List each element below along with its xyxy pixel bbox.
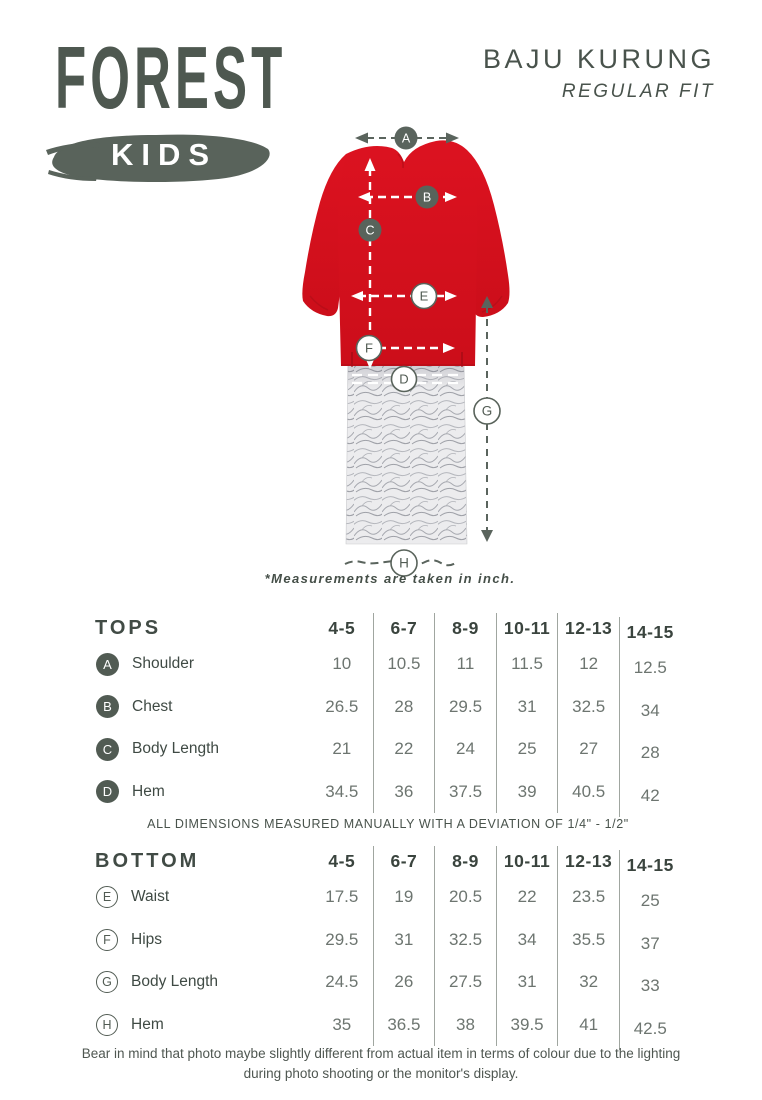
size-value: 35 [332,1014,352,1034]
measure-row-label-cell [95,929,311,951]
size-column-header: 14-15 [619,617,681,647]
size-value: 12.5 [619,647,681,690]
size-value: 24.5 [325,972,359,992]
size-column-header: 12-13 [557,613,619,643]
size-value: 10.5 [373,643,435,686]
bottom_table-title: BOTTOM [95,849,200,872]
marker-C-label: C [365,223,375,238]
colour-disclaimer-line1: Bear in mind that photo maybe slightly different from actual item in terms of colour due to the lighting [81,1046,681,1061]
size-value: 11 [434,643,496,686]
size-value: 33 [619,965,681,1008]
product-fit: REGULAR FIT [561,81,715,102]
size-value: 29.5 [434,686,496,729]
colour-disclaimer [0,1044,762,1085]
product-title-block [483,44,715,103]
size-value: 31 [373,919,435,962]
garment-measurement-diagram [270,110,530,580]
measure-label: Hem [131,1015,164,1033]
size-value: 29.5 [325,929,359,949]
size-value: 31 [496,961,558,1004]
marker-badge-A: A [96,653,119,676]
size-value: 17.5 [325,887,359,907]
size-value: 23.5 [557,876,619,919]
size-value: 22 [496,876,558,919]
size-value: 34 [496,919,558,962]
tops_table-header-row [95,613,681,643]
marker-badge-B: B [96,695,119,718]
marker-A-label: A [401,131,411,146]
size-value: 26.5 [325,696,359,716]
size-column-header: 4-5 [328,850,356,871]
size-value: 22 [373,728,435,771]
size-value: 37.5 [434,771,496,814]
marker-H-label: H [399,555,409,571]
size-value: 36 [373,771,435,814]
bottom-size-table [95,846,681,1046]
measure-row-label-cell [95,738,311,761]
marker-badge-E: E [96,886,118,908]
colour-disclaimer-line2: during photo shooting or the monitor's display. [243,1066,519,1082]
bottom_table-row-F [95,919,681,962]
size-column-header: 12-13 [557,846,619,876]
size-value: 36.5 [373,1004,435,1047]
size-value: 32.5 [557,686,619,729]
marker-badge-H: H [96,1014,118,1036]
measure-label: Waist [131,888,170,906]
brand-logo [55,28,454,127]
measure-row-label-cell [95,695,311,718]
marker-badge-D: D [96,780,119,803]
size-value: 32 [557,961,619,1004]
size-value: 39.5 [496,1004,558,1047]
marker-B-label: B [422,190,432,205]
size-column-header: 6-7 [373,846,435,876]
marker-badge-G: G [96,971,118,993]
measure-label: Hips [131,930,163,948]
tops_table-title: TOPS [95,616,162,639]
size-value: 40.5 [557,771,619,814]
size-value: 31 [496,686,558,729]
measure-label: Chest [132,697,173,715]
tops-size-table [95,613,681,813]
size-value: 28 [619,732,681,775]
measure-row-label-cell [95,971,311,993]
size-value: 24 [434,728,496,771]
bottom_table-row-E [95,876,681,919]
marker-badge-C: C [96,738,119,761]
size-value: 28 [373,686,435,729]
size-value: 42.5 [619,1008,681,1051]
tops_table-row-D [95,771,681,814]
tops_table-row-A [95,643,681,686]
measure-label: Hem [132,782,165,800]
tops_table-row-C [95,728,681,771]
size-column-header: 4-5 [328,617,356,638]
size-value: 10 [332,654,352,674]
size-value: 27 [557,728,619,771]
tops_table-row-B [95,686,681,729]
measure-row-label-cell [95,1014,311,1036]
bottom_table-header-row [95,846,681,876]
measure-label: Body Length [131,973,219,991]
bottom_table-row-H [95,1004,681,1047]
size-value: 25 [619,880,681,923]
size-value: 25 [496,728,558,771]
size-value: 32.5 [434,919,496,962]
marker-G-label: G [481,403,493,419]
deviation-note: ALL DIMENSIONS MEASURED MANUALLY WITH A DEVIATION OF 1/4" - 1/2" [147,817,629,831]
size-value: 26 [373,961,435,1004]
size-column-header: 10-11 [496,613,558,643]
size-value: 38 [434,1004,496,1047]
size-value: 39 [496,771,558,814]
marker-D-label: D [399,371,409,387]
brand-sub-badge [44,126,276,188]
size-value: 34.5 [325,781,359,801]
measure-label: Shoulder [132,655,195,673]
size-value: 27.5 [434,961,496,1004]
measurement-caption: *Measurements are taken in inch. [264,571,516,586]
measure-label: Body Length [132,740,220,758]
top-illustration [302,140,509,367]
size-value: 34 [619,690,681,733]
bottom_table-row-G [95,961,681,1004]
measure-row-label-cell [95,886,311,908]
size-column-header: 6-7 [373,613,435,643]
measure-row-label-cell [95,780,311,803]
size-value: 42 [619,775,681,818]
size-value: 11.5 [496,643,558,686]
size-column-header: 10-11 [496,846,558,876]
brand-sub: KIDS [110,137,218,172]
size-value: 35.5 [557,919,619,962]
size-value: 21 [332,739,352,759]
size-value: 37 [619,923,681,966]
size-value: 41 [557,1004,619,1047]
size-column-header: 14-15 [619,850,681,880]
marker-E-label: E [419,288,429,304]
marker-badge-F: F [96,929,118,951]
marker-F-label: F [365,340,373,356]
measure-row-label-cell [95,653,311,676]
size-column-header: 8-9 [434,846,496,876]
product-title: BAJU KURUNG [482,44,715,74]
size-value: 19 [373,876,435,919]
size-column-header: 8-9 [434,613,496,643]
size-value: 20.5 [434,876,496,919]
measure-line-G [474,296,500,542]
brand-name: FOREST [55,28,287,127]
size-value: 12 [557,643,619,686]
